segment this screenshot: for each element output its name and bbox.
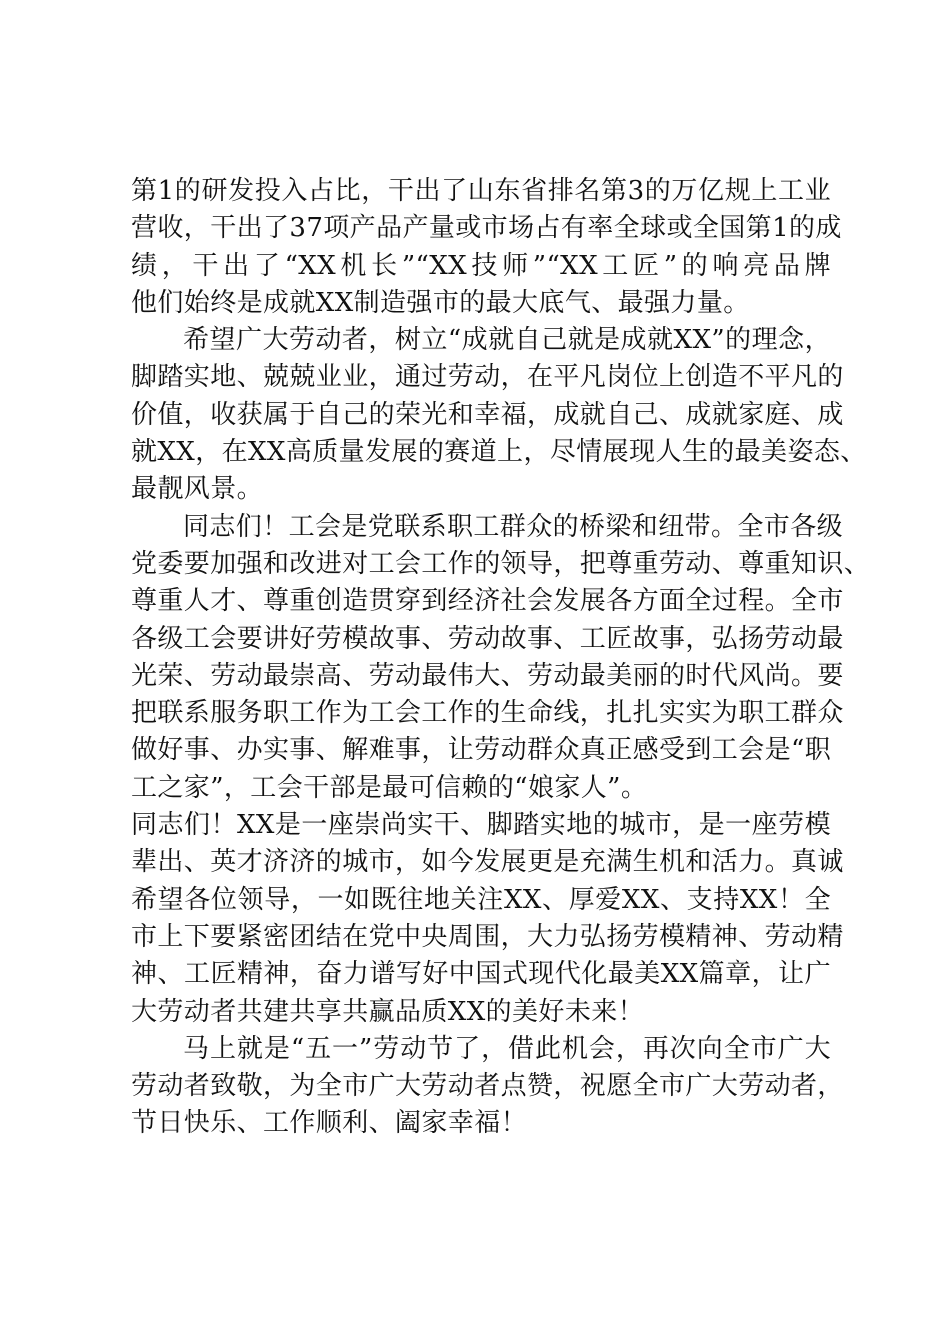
text-line: 马上就是“五一”劳动节了，借此机会，再次向全市广大 (183, 1033, 831, 1064)
text-line: 绩，干出了“XX机长”“XX技师”“XX工匠”的响亮品牌 (131, 250, 831, 281)
paragraph-hope (131, 322, 867, 508)
paragraph-union (131, 509, 871, 807)
text-line: 劳动者致敬，为全市广大劳动者点赞，祝愿全市广大劳动者， (131, 1071, 844, 1102)
text-line: 营收，干出了37项产品产量或市场占有率全球或全国第1的成 (131, 213, 842, 244)
text-line: 第1的研发投入占比，干出了山东省排名第3的万亿规上工业 (131, 176, 831, 206)
paragraph-city (131, 807, 844, 1031)
text-line: 做好事、办实事、解难事，让劳动群众真正感受到工会是“职 (131, 735, 832, 766)
document-body (131, 173, 871, 1143)
text-line: 节日快乐、工作顺利、阖家幸福！ (131, 1108, 528, 1139)
text-line: 各级工会要讲好劳模故事、劳动故事、工匠故事，弘扬劳动最 (131, 623, 844, 654)
text-line: 脚踏实地、兢兢业业，通过劳动，在平凡岗位上创造不平凡的 (131, 362, 844, 393)
text-line: 光荣、劳动最崇高、劳动最伟大、劳动最美丽的时代风尚。要 (131, 660, 844, 691)
text-line: 把联系服务职工作为工会工作的生命线，扎扎实实为职工群众 (131, 698, 844, 729)
text-line: 辈出、英才济济的城市，如今发展更是充满生机和活力。真诚 (131, 847, 844, 878)
text-line: 就XX，在XX高质量发展的赛道上，尽情展现人生的最美姿态、 (131, 437, 867, 468)
text-line: 价值，收获属于自己的荣光和幸福，成就自己、成就家庭、成 (131, 399, 844, 430)
paragraph-greeting (131, 1031, 844, 1143)
text-line: 他们始终是成就XX制造强市的最大底气、最强力量。 (131, 287, 750, 318)
text-line: 希望广大劳动者，树立“成就自己就是成就XX”的理念， (183, 325, 831, 356)
text-line: 同志们！工会是党联系职工群众的桥梁和纽带。全市各级 (183, 511, 844, 542)
text-line: 尊重人才、尊重创造贯穿到经济社会发展各方面全过程。全市 (131, 586, 844, 617)
text-line: 神、工匠精神，奋力谱写好中国式现代化最美XX篇章，让广 (131, 959, 831, 990)
text-line: 最靓风景。 (131, 474, 264, 505)
text-line: 党委要加强和改进对工会工作的领导，把尊重劳动、尊重知识、 (131, 548, 871, 579)
text-line: 希望各位领导，一如既往地关注XX、厚爱XX、支持XX！全 (131, 884, 831, 915)
text-line: 市上下要紧密团结在党中央周围，大力弘扬劳模精神、劳动精 (131, 921, 844, 952)
paragraph-achievements (131, 173, 842, 322)
text-line: 工之家”，工会干部是最可信赖的“娘家人”。 (131, 772, 648, 803)
text-line: 同志们！XX是一座崇尚实干、脚踏实地的城市，是一座劳模 (131, 810, 831, 841)
text-line: 大劳动者共建共享共赢品质XX的美好未来！ (131, 996, 645, 1027)
